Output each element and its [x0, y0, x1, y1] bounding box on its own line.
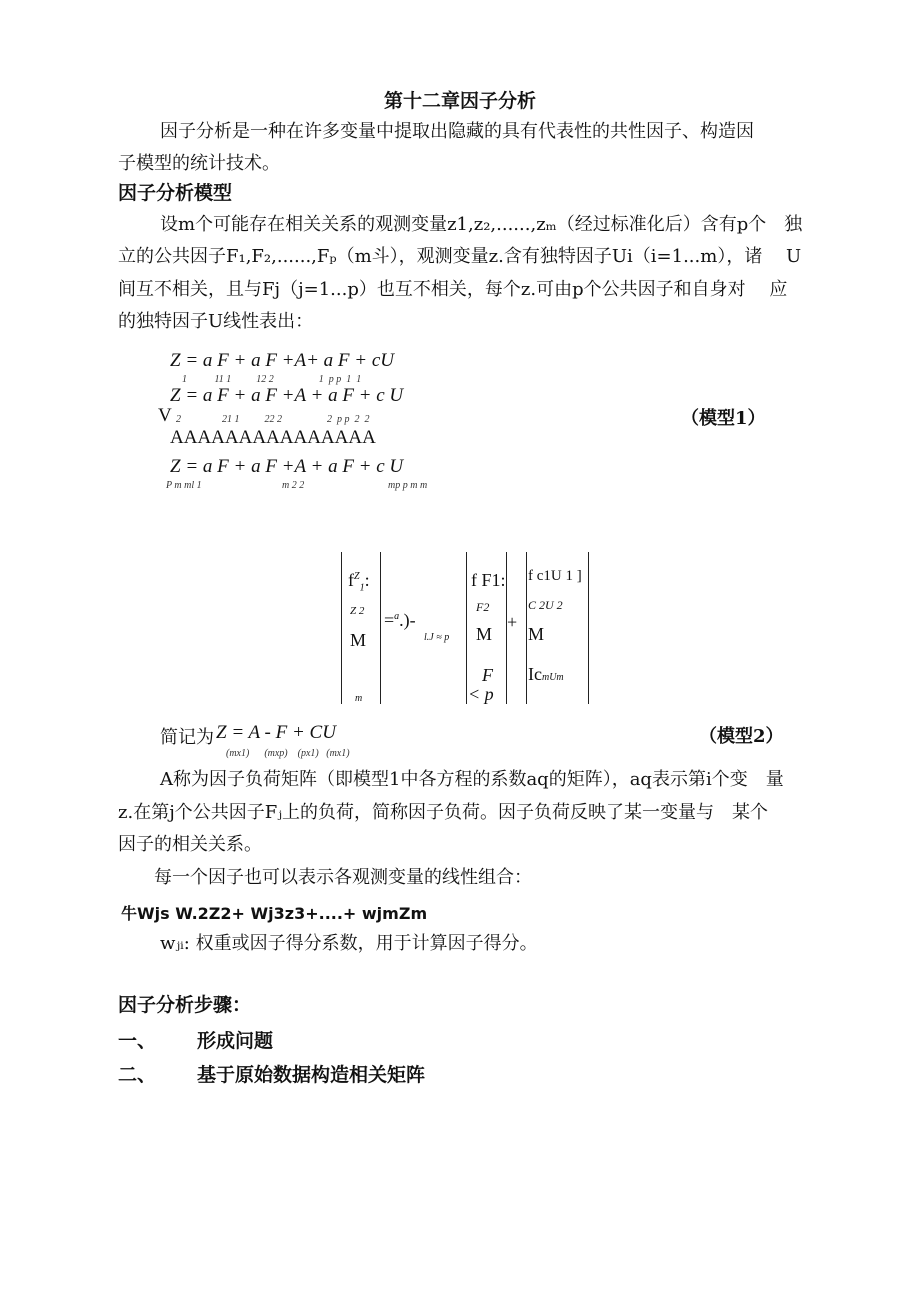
model2-eq: Z = A - F + CU: [216, 722, 336, 743]
matrix-z-row-3: M: [350, 630, 367, 650]
matrix-bar-3: [466, 552, 467, 704]
model1-eq-2: Z = a F + a F +A + a F + c U: [170, 385, 404, 406]
model2-prefix: 简记为: [160, 727, 214, 748]
model-desc-line-4: 的独特因子U线性表出：: [118, 311, 314, 332]
matrix-z-row-2: Z 2: [350, 605, 365, 617]
step-1-text: 形成问题: [197, 1030, 274, 1052]
matrix-f-row-2: F2: [476, 600, 490, 614]
loading-line-2: z.在第j个公共因子Fⱼ上的负荷，简称因子负荷。因子负荷反映了某一变量与 某个: [118, 802, 769, 823]
matrix-z-row-4: m: [355, 693, 363, 704]
matrix-bar-1: [341, 552, 342, 704]
step-1-number: 一、: [118, 1030, 157, 1052]
score-formula: 牛Wjs W.2Z2+ Wj3z3+....+ wjmZm: [121, 904, 428, 923]
matrix-f-row-4: F: [482, 665, 493, 685]
loading-line-3: 因子的相关关系。: [118, 834, 262, 855]
matrix-equals: =$^a$.)-: [384, 610, 416, 630]
model1-eq-3: Z = a F + a F +A + a F + c U: [170, 456, 404, 477]
section-heading-model: 因子分析模型: [118, 182, 233, 204]
matrix-bar-2: [380, 552, 381, 704]
matrix-bar-5: [526, 552, 527, 704]
matrix-f-row-3: M: [476, 624, 493, 644]
step-2-text: 基于原始数据构造相关矩阵: [197, 1064, 426, 1086]
model1-eq-1-subscripts: 1 11 1 12 2 1 p p 1 1: [182, 374, 362, 385]
matrix-cu-row-2: C 2U 2: [528, 598, 563, 612]
matrix-cu-row-3: M: [528, 624, 545, 644]
matrix-cu-row-4: IcmUm: [528, 664, 564, 684]
model2-tag: （模型2）: [699, 726, 784, 747]
intro-line-1: 因子分析是一种在许多变量中提取出隐藏的具有代表性的共性因子、构造因: [160, 121, 754, 142]
model1-eq-3-sub-right: mp p m m: [388, 480, 428, 491]
model1-v-symbol: V: [158, 405, 172, 426]
model1-eq-2-subscripts: 21 1 22 2 2 p p 2 2: [222, 414, 370, 425]
matrix-cu-row-1: f c1U 1 ]: [528, 568, 582, 584]
section-heading-steps: 因子分析步骤：: [118, 994, 252, 1016]
model2-dims: (mx1) (mxp) (px1) (mx1): [226, 748, 350, 759]
model1-eq-3-sub-mid: m 2 2: [282, 480, 305, 491]
matrix-bar-6: [588, 552, 589, 704]
matrix-a-dims: l.J ≈ p: [424, 632, 450, 643]
model1-tag: （模型1）: [681, 408, 766, 429]
linear-combination-text: 每一个因子也可以表示各观测变量的线性组合：: [154, 867, 532, 888]
model-desc-line-1: 设m个可能存在相关关系的观测变量z1,z₂,......,zₘ（经过标准化后）含有p个 独: [160, 214, 803, 235]
model1-eq-1: Z = a F + a F +A+ a F + cU: [170, 350, 395, 371]
page-title: 第十二章因子分析: [383, 90, 536, 112]
loading-line-1: A称为因子负荷矩阵（即模型1中各方程的系数aq的矩阵），aq表示第i个变 量: [160, 769, 784, 790]
matrix-plus: +: [507, 612, 518, 632]
matrix-z-row-1: $f^Z_1$:: [348, 570, 370, 594]
weight-description: wⱼᵢ: 权重或因子得分系数，用于计算因子得分。: [160, 933, 538, 954]
model-desc-line-3: 间互不相关，且与Fj（j=1...p）也互不相关，每个z.可由p个公共因子和自身对 应: [118, 279, 788, 300]
matrix-f-row-1: f F1:: [471, 570, 506, 590]
model1-ellipsis-row: AAAAAAAAAAAAAAA: [170, 427, 376, 448]
model1-eq-3-sub-left: P m ml 1: [166, 480, 202, 491]
model-desc-line-2: 立的公共因子F₁,F₂,......,Fₚ（m斗），观测变量z.含有独特因子Ui（i=1...m），诸 U: [118, 246, 802, 267]
matrix-f-row-5: < p: [468, 684, 494, 704]
intro-line-2: 子模型的统计技术。: [118, 153, 280, 174]
step-2-number: 二、: [118, 1064, 157, 1086]
model1-v-subscript: 2: [176, 414, 181, 425]
